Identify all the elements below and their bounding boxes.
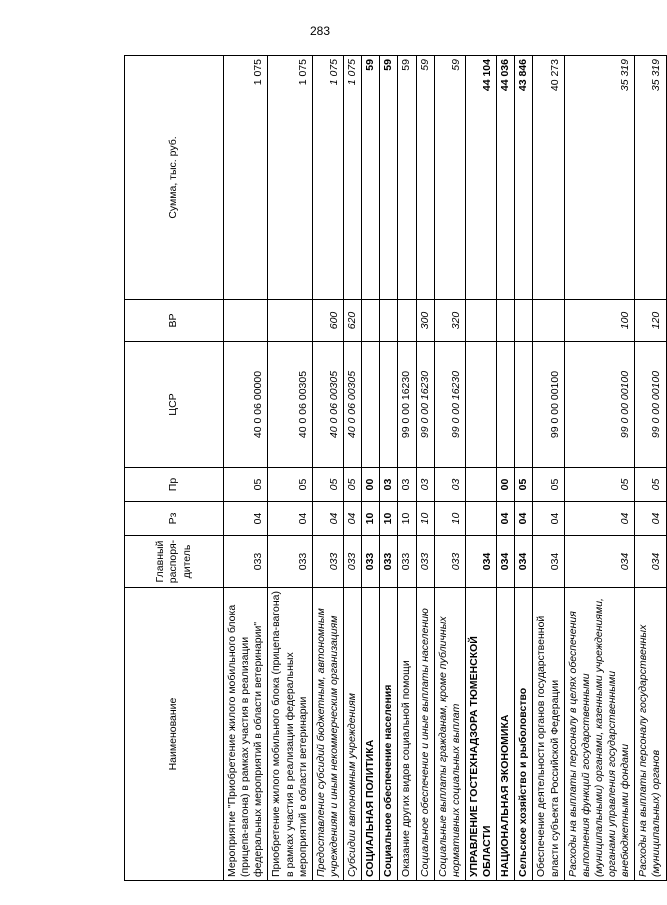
cell-sum: 1 075: [268, 56, 312, 300]
cell-target-article: [465, 342, 496, 468]
cell-target-article: 99 0 00 00100: [533, 342, 564, 468]
cell-section: 10: [434, 502, 465, 536]
cell-sum: 59: [380, 56, 398, 300]
cell-subsection: 05: [224, 468, 268, 502]
cell-chief-manager: 034: [564, 536, 635, 588]
cell-sum: 59: [362, 56, 380, 300]
cell-expense-type: [224, 300, 268, 342]
cell-chief-manager: 033: [312, 536, 343, 588]
cell-sum: 40 273: [533, 56, 564, 300]
cell-chief-manager: 033: [362, 536, 380, 588]
table-row: [398, 56, 416, 881]
cell-target-article: 40 0 06 00305: [268, 342, 312, 468]
table-row: [564, 56, 635, 881]
header-target-article: ЦСР: [125, 342, 224, 468]
cell-target-article: 99 0 00 16230: [398, 342, 416, 468]
table-row: [515, 56, 533, 881]
cell-section: [465, 502, 496, 536]
cell-expense-type: [380, 300, 398, 342]
cell-section: 04: [564, 502, 635, 536]
rotated-table-frame: [124, 56, 663, 881]
cell-sum: 59: [416, 56, 434, 300]
table-row: [497, 56, 515, 881]
cell-name: Социальное обеспечение и иные выплаты населению: [416, 588, 434, 881]
cell-sum: 1 075: [224, 56, 268, 300]
cell-subsection: 03: [398, 468, 416, 502]
cell-subsection: [465, 468, 496, 502]
cell-name: Расходы на выплаты персоналу государственных (муниципальных) органов: [635, 588, 666, 881]
cell-name: Обеспечение деятельности органов государственной власти субъекта Российской Федерации: [533, 588, 564, 881]
cell-section: 10: [398, 502, 416, 536]
cell-chief-manager: 034: [497, 536, 515, 588]
cell-name: Приобретение жилого мобильного блока (прицепа-вагона) в рамках участия в реализации федеральных мероприятий в области ветеринарии: [268, 588, 312, 881]
cell-chief-manager: 033: [344, 536, 362, 588]
cell-chief-manager: 033: [268, 536, 312, 588]
cell-target-article: 99 0 00 16230: [416, 342, 434, 468]
cell-subsection: 05: [268, 468, 312, 502]
cell-section: 10: [362, 502, 380, 536]
cell-section: 04: [344, 502, 362, 536]
budget-table: [124, 55, 667, 881]
cell-expense-type: 100: [564, 300, 635, 342]
cell-expense-type: [268, 300, 312, 342]
cell-name: Субсидии автономным учреждениям: [344, 588, 362, 881]
header-row: [125, 56, 224, 881]
cell-expense-type: [465, 300, 496, 342]
table-body: [224, 56, 667, 881]
cell-section: 04: [268, 502, 312, 536]
cell-subsection: 00: [497, 468, 515, 502]
cell-sum: 1 075: [344, 56, 362, 300]
cell-expense-type: 300: [416, 300, 434, 342]
page-number: 283: [309, 24, 331, 38]
header-name: Наименование: [125, 588, 224, 881]
cell-subsection: 05: [533, 468, 564, 502]
cell-expense-type: [533, 300, 564, 342]
header-expense-type: ВР: [125, 300, 224, 342]
table-row: [268, 56, 312, 881]
cell-target-article: 40 0 06 00000: [224, 342, 268, 468]
cell-target-article: [380, 342, 398, 468]
cell-subsection: 05: [344, 468, 362, 502]
cell-subsection: 05: [635, 468, 666, 502]
cell-subsection: 03: [380, 468, 398, 502]
cell-chief-manager: 034: [635, 536, 666, 588]
cell-sum: 59: [434, 56, 465, 300]
cell-sum: 1 075: [312, 56, 343, 300]
cell-sum: 44 104: [465, 56, 496, 300]
cell-name: Расходы на выплаты персоналу в целях обеспечения выполнения функций государственными (муниципальными) органами, казенными учреждениями, органами управления государственными внебюджетными фондами: [564, 588, 635, 881]
table-row: [465, 56, 496, 881]
cell-target-article: 40 0 06 00305: [344, 342, 362, 468]
cell-name: Оказание других видов социальной помощи: [398, 588, 416, 881]
cell-section: 04: [515, 502, 533, 536]
cell-expense-type: [398, 300, 416, 342]
cell-name: Предоставление субсидий бюджетным, автономным учреждениям и иным некоммерческим организациям: [312, 588, 343, 881]
table-row: [635, 56, 666, 881]
header-chief-manager: Главный распоря-дитель: [125, 536, 224, 588]
table-row: [533, 56, 564, 881]
cell-sum: 35 319: [564, 56, 635, 300]
cell-name: Сельское хозяйство и рыболовство: [515, 588, 533, 881]
cell-target-article: 99 0 00 00100: [635, 342, 666, 468]
table-row: [312, 56, 343, 881]
cell-target-article: [497, 342, 515, 468]
table-row: [362, 56, 380, 881]
cell-chief-manager: 034: [533, 536, 564, 588]
cell-section: 04: [312, 502, 343, 536]
header-sum: Сумма, тыс. руб.: [125, 56, 224, 300]
table-row: [380, 56, 398, 881]
cell-section: 04: [635, 502, 666, 536]
cell-section: 10: [416, 502, 434, 536]
cell-chief-manager: 033: [380, 536, 398, 588]
cell-section: 04: [497, 502, 515, 536]
cell-name: СОЦИАЛЬНАЯ ПОЛИТИКА: [362, 588, 380, 881]
cell-subsection: 05: [515, 468, 533, 502]
table-row: [434, 56, 465, 881]
cell-target-article: 40 0 06 00305: [312, 342, 343, 468]
cell-section: 04: [224, 502, 268, 536]
cell-subsection: 05: [312, 468, 343, 502]
cell-name: Мероприятие "Приобретение жилого мобильного блока (прицепа-вагона) в рамках участия в реализации федеральных мероприятий в области ветеринарии": [224, 588, 268, 881]
table-row: [224, 56, 268, 881]
header-section: Рз: [125, 502, 224, 536]
cell-expense-type: 620: [344, 300, 362, 342]
cell-target-article: [362, 342, 380, 468]
cell-expense-type: 320: [434, 300, 465, 342]
cell-subsection: 03: [434, 468, 465, 502]
cell-expense-type: [362, 300, 380, 342]
header-subsection: Пр: [125, 468, 224, 502]
cell-target-article: 99 0 00 16230: [434, 342, 465, 468]
cell-chief-manager: 033: [224, 536, 268, 588]
cell-target-article: [515, 342, 533, 468]
cell-sum: 44 036: [497, 56, 515, 300]
cell-target-article: 99 0 00 00100: [564, 342, 635, 468]
cell-chief-manager: 033: [434, 536, 465, 588]
cell-expense-type: [497, 300, 515, 342]
cell-sum: 59: [398, 56, 416, 300]
cell-sum: 35 319: [635, 56, 666, 300]
cell-subsection: 03: [416, 468, 434, 502]
cell-chief-manager: 034: [515, 536, 533, 588]
cell-chief-manager: 034: [465, 536, 496, 588]
cell-section: 10: [380, 502, 398, 536]
cell-name: Социальные выплаты гражданам, кроме публичных нормативных социальных выплат: [434, 588, 465, 881]
cell-name: НАЦИОНАЛЬНАЯ ЭКОНОМИКА: [497, 588, 515, 881]
cell-expense-type: [515, 300, 533, 342]
budget-table-container: [124, 56, 663, 881]
cell-subsection: 05: [564, 468, 635, 502]
cell-section: 04: [533, 502, 564, 536]
cell-chief-manager: 033: [416, 536, 434, 588]
cell-name: Социальное обеспечение населения: [380, 588, 398, 881]
cell-subsection: 00: [362, 468, 380, 502]
cell-expense-type: 120: [635, 300, 666, 342]
table-header: [125, 56, 224, 881]
cell-name: УПРАВЛЕНИЕ ГОСТЕХНАДЗОРА ТЮМЕНСКОЙ ОБЛАСТИ: [465, 588, 496, 881]
cell-chief-manager: 033: [398, 536, 416, 588]
cell-expense-type: 600: [312, 300, 343, 342]
cell-sum: 43 846: [515, 56, 533, 300]
table-row: [416, 56, 434, 881]
table-row: [344, 56, 362, 881]
